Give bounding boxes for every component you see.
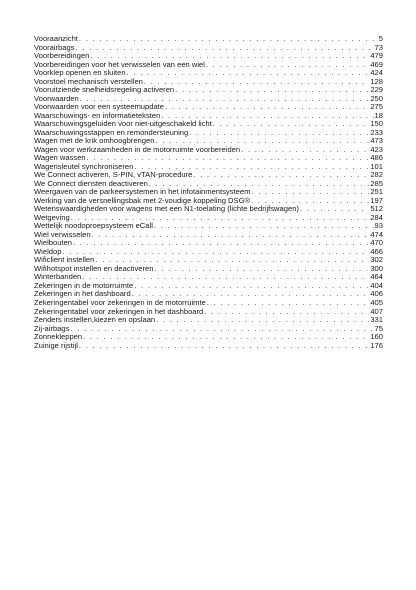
index-entry-title: Weergaven van de parkeersystemen in het infotainmentsysteem bbox=[34, 188, 251, 197]
index-entry bbox=[34, 154, 383, 163]
index-entry-page-number: 75 bbox=[374, 324, 383, 333]
index-entry-title: Vooraanzicht bbox=[34, 35, 78, 43]
index-entry-title: Vooruitziende snelheidsregeling activeren bbox=[34, 86, 175, 95]
index-entry-title: Wagensleutel synchroniseren bbox=[34, 162, 134, 171]
dot-leader bbox=[204, 308, 369, 317]
index-entry-page-number: 331 bbox=[370, 316, 383, 325]
index-entry-page-number: 404 bbox=[370, 281, 383, 290]
dot-leader bbox=[175, 86, 369, 95]
index-entry-title: Wieldop bbox=[34, 247, 62, 256]
index-entry bbox=[34, 86, 383, 95]
index-entry bbox=[34, 197, 383, 206]
index-entry-title: Voorwaarden bbox=[34, 94, 79, 103]
index-entry bbox=[34, 163, 383, 172]
index-entry-page-number: 160 bbox=[370, 333, 383, 342]
index-entry-page-number: 101 bbox=[370, 162, 383, 171]
index-entry bbox=[34, 137, 383, 146]
index-entry bbox=[34, 35, 383, 44]
index-entry-page-number: 300 bbox=[370, 264, 383, 273]
index-entry bbox=[34, 333, 383, 342]
index-entry bbox=[34, 69, 383, 78]
index-entry bbox=[34, 256, 383, 265]
index-entry bbox=[34, 188, 383, 197]
index-entry bbox=[34, 205, 383, 214]
dot-leader bbox=[154, 222, 374, 231]
index-entry bbox=[34, 325, 383, 334]
index-entry-page-number: 176 bbox=[370, 341, 383, 350]
index-entry-title: Voorairbags bbox=[34, 43, 75, 52]
index-entry-page-number: 469 bbox=[370, 60, 383, 69]
index-entry bbox=[34, 248, 383, 257]
index-entry-page-number: 473 bbox=[370, 137, 383, 146]
index-entry-title: Waarschuwings- en informatieteksten bbox=[34, 111, 161, 120]
dot-leader bbox=[87, 154, 370, 163]
index-entry-title: Wificlient instellen bbox=[34, 256, 95, 265]
dot-leader bbox=[213, 120, 369, 129]
index-entry bbox=[34, 112, 383, 121]
index-entry bbox=[34, 308, 383, 317]
index-entry-title: Werking van de versnellingsbak met 2-voudige koppeling DSG® bbox=[34, 196, 251, 205]
index-entry-title: Wifihotspot instellen en deactiveren bbox=[34, 264, 154, 273]
index-entry-page-number: 302 bbox=[370, 256, 383, 265]
index-entry-page-number: 275 bbox=[370, 103, 383, 112]
dot-leader bbox=[206, 61, 369, 70]
index-entry-title: Wetenswaardigheden voor wagens met een N1-toelating (lichte bedrijfswagen) bbox=[34, 205, 299, 214]
index-entry bbox=[34, 273, 383, 282]
index-entry-title: Wagen met de krik omhoogbrengen bbox=[34, 137, 155, 146]
dot-leader bbox=[149, 180, 369, 189]
index-entry bbox=[34, 61, 383, 70]
dot-leader bbox=[154, 265, 369, 274]
index-entry-title: Zekeringen in de motorruimte bbox=[34, 281, 134, 290]
dot-leader bbox=[95, 256, 369, 265]
index-entry bbox=[34, 231, 383, 240]
index-entry bbox=[34, 103, 383, 112]
index-entry-page-number: 424 bbox=[370, 69, 383, 78]
dot-leader bbox=[241, 146, 369, 155]
dot-leader bbox=[80, 95, 370, 104]
index-entry-title: Waarschuwingsstappen en remondersteuning bbox=[34, 128, 189, 137]
index-entry bbox=[34, 52, 383, 61]
index-entry-title: Zonnekleppen bbox=[34, 333, 83, 342]
index-entry bbox=[34, 44, 383, 53]
index-entry bbox=[34, 282, 383, 291]
index-entry-title: Zekeringentabel voor zekeringen in de motorruimte bbox=[34, 298, 206, 307]
index-entry bbox=[34, 146, 383, 155]
index-entry-page-number: 470 bbox=[370, 239, 383, 248]
index-entry-title: Voorklep openen en sluiten bbox=[34, 69, 126, 78]
index-entry-page-number: 128 bbox=[370, 77, 383, 86]
index-entry-page-number: 197 bbox=[370, 196, 383, 205]
dot-leader bbox=[127, 69, 370, 78]
dot-leader bbox=[207, 299, 370, 308]
dot-leader bbox=[155, 137, 369, 146]
dot-leader bbox=[82, 273, 369, 282]
index-entry-title: Wiel verwisselen bbox=[34, 230, 91, 239]
dot-leader bbox=[189, 129, 369, 138]
dot-leader bbox=[134, 282, 369, 291]
index-entry-title: Wagen voor werkzaamheden in de motorruimte voorbereiden bbox=[34, 145, 241, 154]
dot-leader bbox=[79, 342, 369, 351]
index-entry bbox=[34, 214, 383, 223]
index-entry-page-number: 229 bbox=[370, 86, 383, 95]
index-entry-page-number: 512 bbox=[370, 205, 383, 214]
index-entry-title: Voorwaarden voor een systeemupdate bbox=[34, 103, 165, 112]
index-entry-title: Zekeringen in het dashboard bbox=[34, 290, 131, 299]
index-entry-page-number: 284 bbox=[370, 213, 383, 222]
dot-leader bbox=[144, 78, 369, 87]
dot-leader bbox=[134, 163, 369, 172]
index-entry-title: Wagen wassen bbox=[34, 154, 86, 163]
index-entry bbox=[34, 290, 383, 299]
index-entry-page-number: 466 bbox=[370, 247, 383, 256]
index-entry-page-number: 486 bbox=[370, 154, 383, 163]
index-list bbox=[34, 35, 383, 350]
index-entry-page-number: 18 bbox=[374, 111, 383, 120]
index-entry-title: Waarschuwingsgeluiden voor niet-uitgeschakeld licht bbox=[34, 120, 212, 129]
index-entry-page-number: 282 bbox=[370, 171, 383, 180]
dot-leader bbox=[251, 188, 369, 197]
index-entry-title: Wetgeving bbox=[34, 213, 70, 222]
index-entry-title: Wielbouten bbox=[34, 239, 72, 248]
index-entry-page-number: 405 bbox=[370, 298, 383, 307]
dot-leader bbox=[62, 248, 369, 257]
index-entry bbox=[34, 239, 383, 248]
index-entry bbox=[34, 342, 383, 351]
index-entry-title: Zekeringentabel voor zekeringen in het dashboard bbox=[34, 307, 204, 316]
dot-leader bbox=[90, 52, 369, 61]
index-entry-title: Voorbereidingen voor het verwisselen van een wiel bbox=[34, 60, 205, 69]
index-entry-title: Voorbereidingen bbox=[34, 52, 90, 61]
index-entry bbox=[34, 265, 383, 274]
index-entry bbox=[34, 95, 383, 104]
index-entry-page-number: 474 bbox=[370, 230, 383, 239]
index-entry bbox=[34, 316, 383, 325]
index-entry bbox=[34, 222, 383, 231]
index-entry bbox=[34, 129, 383, 138]
dot-leader bbox=[193, 171, 369, 180]
index-entry-title: Zij-airbags bbox=[34, 324, 70, 333]
index-entry-page-number: 233 bbox=[370, 128, 383, 137]
index-entry-title: Wettelijk noodoproepsysteem eCall bbox=[34, 222, 153, 231]
dot-leader bbox=[300, 205, 369, 214]
index-entry-page-number: 406 bbox=[370, 290, 383, 299]
dot-leader bbox=[76, 44, 374, 53]
index-entry-title: Zenders instellen,kiezen en opslaan bbox=[34, 316, 156, 325]
index-entry-page-number: 423 bbox=[370, 145, 383, 154]
index-entry-page-number: 407 bbox=[370, 307, 383, 316]
index-entry bbox=[34, 78, 383, 87]
dot-leader bbox=[70, 325, 373, 334]
dot-leader bbox=[92, 231, 370, 240]
index-entry bbox=[34, 171, 383, 180]
index-entry-title: Voorstoel mechanisch verstellen bbox=[34, 77, 143, 86]
dot-leader bbox=[251, 197, 369, 206]
dot-leader bbox=[73, 239, 369, 248]
index-entry-page-number: 251 bbox=[370, 188, 383, 197]
index-entry bbox=[34, 120, 383, 129]
dot-leader bbox=[161, 112, 373, 121]
index-entry bbox=[34, 299, 383, 308]
index-entry-page-number: 150 bbox=[370, 120, 383, 129]
dot-leader bbox=[71, 214, 370, 223]
index-entry-title: Zuinige rijstijl bbox=[34, 341, 78, 350]
index-entry-page-number: 479 bbox=[370, 52, 383, 61]
index-entry-page-number: 285 bbox=[370, 179, 383, 188]
index-entry-page-number: 5 bbox=[378, 35, 383, 43]
dot-leader bbox=[132, 290, 370, 299]
index-entry-page-number: 73 bbox=[374, 43, 383, 52]
index-entry-title: We Connect diensten deactiveren bbox=[34, 179, 148, 188]
dot-leader bbox=[156, 316, 369, 325]
index-entry bbox=[34, 180, 383, 189]
dot-leader bbox=[165, 103, 369, 112]
index-entry-page-number: 250 bbox=[370, 94, 383, 103]
dot-leader bbox=[79, 35, 378, 44]
index-entry-page-number: 464 bbox=[370, 273, 383, 282]
index-entry-title: Winterbanden bbox=[34, 273, 82, 282]
index-entry-page-number: 93 bbox=[374, 222, 383, 231]
index-entry-title: We Connect activeren, S-PIN, vTAN-procedure bbox=[34, 171, 193, 180]
dot-leader bbox=[83, 333, 369, 342]
